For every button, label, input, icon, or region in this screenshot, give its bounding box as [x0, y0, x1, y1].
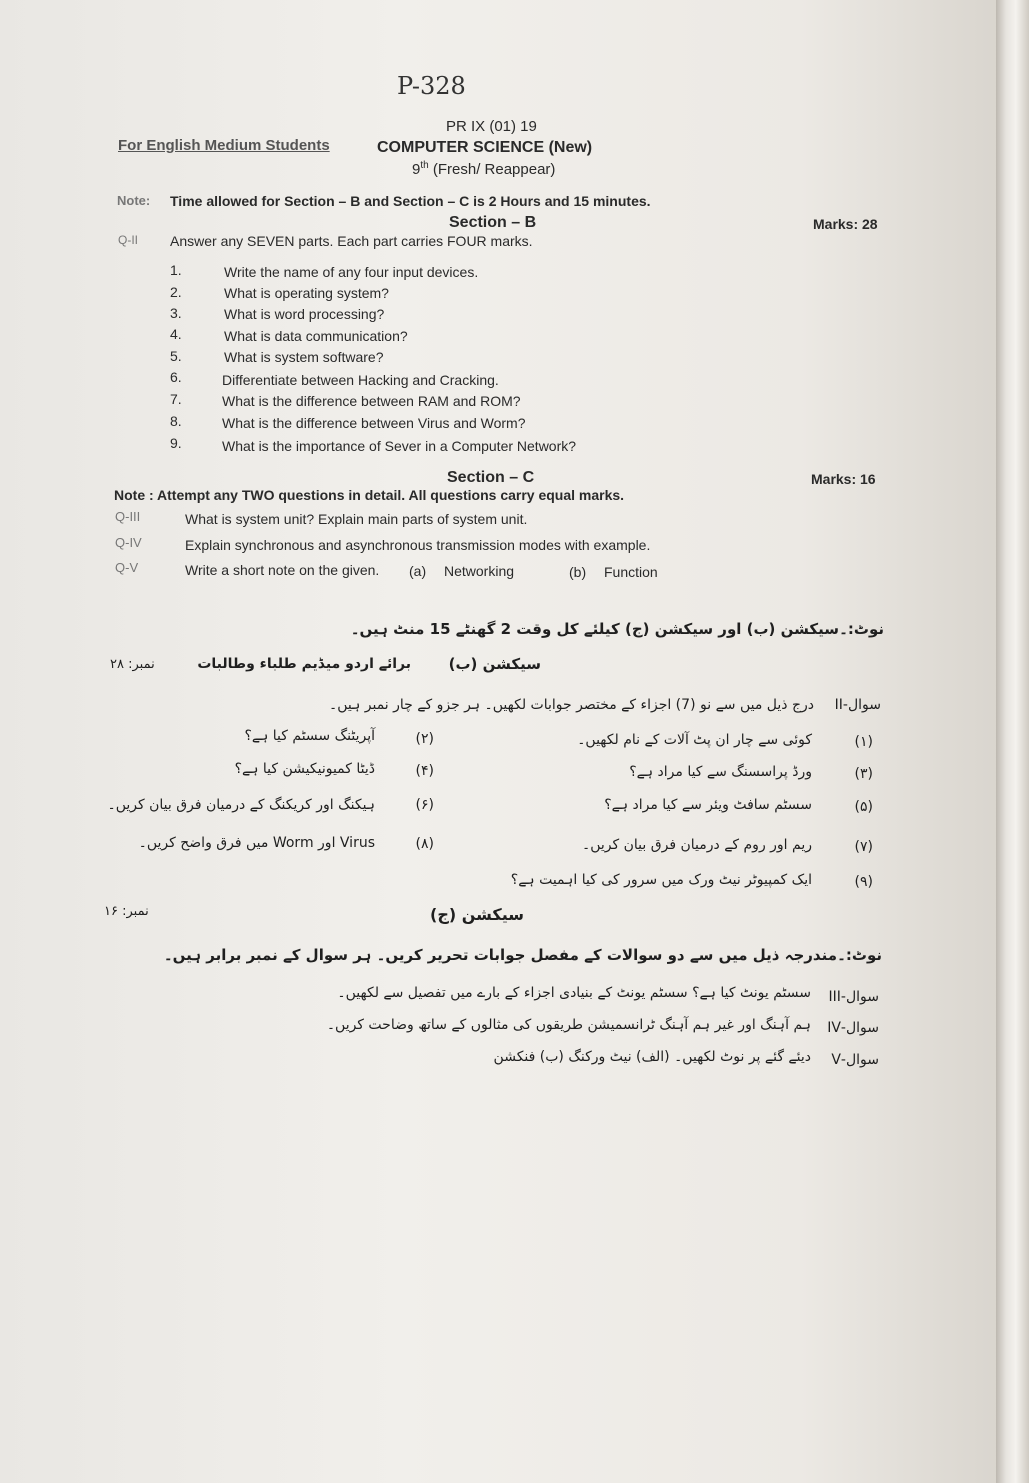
q2-instruction: Answer any SEVEN parts. Each part carries FOUR marks. [170, 233, 533, 249]
item-number: 2. [170, 284, 182, 300]
item-number: 5. [170, 348, 182, 364]
class-label: 9th (Fresh/ Reappear) [412, 160, 556, 178]
q2-label: Q-II [118, 233, 138, 247]
urdu-q4-text: ہم آہنگ اور غیر ہم آہنگ ٹرانسمیشن طریقوں کی مثالوں کے ساتھ وضاحت کریں۔ [326, 1017, 811, 1033]
urdu-item-text: سسٹم سافٹ ویئر سے کیا مراد ہے؟ [604, 797, 812, 813]
urdu-item-number: (۲) [415, 731, 434, 747]
urdu-section-c-title: سیکشن (ج) [430, 905, 524, 924]
q5-label: Q-V [115, 560, 139, 575]
urdu-item-number: (۸) [415, 836, 434, 852]
item-text: What is word processing? [224, 306, 385, 322]
urdu-item-text: ہیکنگ اور کریکنگ کے درمیان فرق بیان کریں۔ [107, 797, 375, 813]
item-text: What is system software? [224, 349, 384, 365]
urdu-q5-text: دیئے گئے پر نوٹ لکھیں۔ (الف) نیٹ ورکنگ (ب) فنکشن [493, 1049, 811, 1065]
urdu-item-text: کوئی سے چار ان پٹ آلات کے نام لکھیں۔ [577, 732, 812, 748]
urdu-item-number: (۵) [854, 799, 873, 815]
q5-option-a-label: (a) [409, 563, 427, 579]
urdu-item-text: ریم اور روم کے درمیان فرق بیان کریں۔ [582, 837, 812, 853]
urdu-section-b-title: سیکشن (ب) [448, 655, 541, 673]
subject-title: COMPUTER SCIENCE (New) [377, 139, 593, 156]
urdu-note2-text: مندرجہ ذیل میں سے دو سوالات کے مفصل جوابات تحریر کریں۔ ہر سوال کے نمبر برابر ہیں۔ [163, 946, 837, 964]
urdu-item-number: (۱) [854, 734, 873, 750]
item-text: Write the name of any four input devices. [224, 264, 479, 280]
item-text: What is data communication? [224, 328, 408, 344]
urdu-q2-text: درج ذیل میں سے نو (7) اجزاء کے مختصر جوابات لکھیں۔ ہر جزو کے چار نمبر ہیں۔ [329, 697, 814, 713]
q3-label: Q-III [115, 509, 141, 524]
section-b-title: Section – B [449, 214, 537, 231]
q4-text: Explain synchronous and asynchronous transmission modes with example. [185, 537, 651, 553]
item-number: 4. [170, 326, 182, 342]
urdu-item-text: ایک کمپیوٹر نیٹ ورک میں سرور کی کیا اہمیت ہے؟ [510, 872, 812, 888]
urdu-medium-label: برائے اردو میڈیم طلباء وطالبات [197, 656, 411, 672]
urdu-item-number: (۳) [854, 766, 873, 782]
urdu-item-number: (۹) [854, 874, 873, 890]
urdu-note-text: سیکشن (ب) اور سیکشن (ج) کیلئے کل وقت 2 گھنٹے 15 منٹ ہیں۔ [350, 620, 839, 638]
item-number: 1. [170, 262, 182, 278]
urdu-note-label: نوٹ:۔ [839, 620, 884, 638]
urdu-q3-text: سسٹم یونٹ کیا ہے؟ سسٹم یونٹ کے بنیادی اجزاء کے بارے میں تفصیل سے لکھیں۔ [337, 985, 811, 1001]
handwritten-code: P-328 [397, 72, 466, 100]
urdu-q4-label: سوال-IV [827, 1020, 879, 1036]
section-c-marks: Marks: 16 [811, 471, 876, 487]
item-text: What is the difference between Virus and Worm? [222, 415, 526, 431]
page-edge [996, 0, 1029, 1483]
urdu-item-text: ورڈ پراسسنگ سے کیا مراد ہے؟ [629, 764, 812, 780]
urdu-q2-label: سوال-II [834, 697, 881, 713]
urdu-q5-label: سوال-V [831, 1052, 879, 1068]
section-c-note: Note : Attempt any TWO questions in detail. All questions carry equal marks. [114, 487, 625, 503]
urdu-marks-b: نمبر: ۲۸ [110, 657, 155, 672]
item-text: What is the difference between RAM and ROM? [222, 393, 521, 409]
urdu-note2-label: نوٹ:۔ [837, 946, 882, 964]
item-number: 7. [170, 391, 182, 407]
urdu-item-number: (۷) [854, 839, 873, 855]
urdu-item-number: (۴) [415, 763, 434, 779]
urdu-q3-label: سوال-III [828, 989, 879, 1005]
q5-option-a-text: Networking [444, 563, 515, 579]
q5-option-b-text: Function [604, 564, 658, 580]
medium-label: For English Medium Students [118, 137, 330, 154]
item-text: What is operating system? [224, 285, 389, 301]
item-text: Differentiate between Hacking and Cracking. [222, 372, 499, 388]
note-label: Note: [117, 193, 151, 208]
note-text: Time allowed for Section – B and Section – C is 2 Hours and 15 minutes. [170, 193, 651, 209]
section-b-marks: Marks: 28 [813, 216, 878, 232]
q5-option-b-label: (b) [569, 564, 587, 580]
q4-label: Q-IV [115, 535, 142, 550]
urdu-item-text: ڈیٹا کمیونیکیشن کیا ہے؟ [234, 761, 375, 777]
urdu-item-text: Virus اور Worm میں فرق واضح کریں۔ [138, 835, 375, 851]
item-number: 6. [170, 369, 182, 385]
urdu-item-number: (۶) [415, 797, 434, 813]
section-c-title: Section – C [447, 469, 535, 486]
item-number: 8. [170, 413, 182, 429]
item-number: 9. [170, 435, 182, 451]
item-number: 3. [170, 305, 182, 321]
q5-text: Write a short note on the given. [185, 562, 380, 578]
urdu-item-text: آپریٹنگ سسٹم کیا ہے؟ [244, 728, 375, 744]
q3-text: What is system unit? Explain main parts of system unit. [185, 511, 528, 527]
urdu-marks-c: نمبر: ۱۶ [104, 904, 149, 919]
paper-code: PR IX (01) 19 [446, 118, 537, 135]
item-text: What is the importance of Sever in a Computer Network? [222, 438, 577, 454]
